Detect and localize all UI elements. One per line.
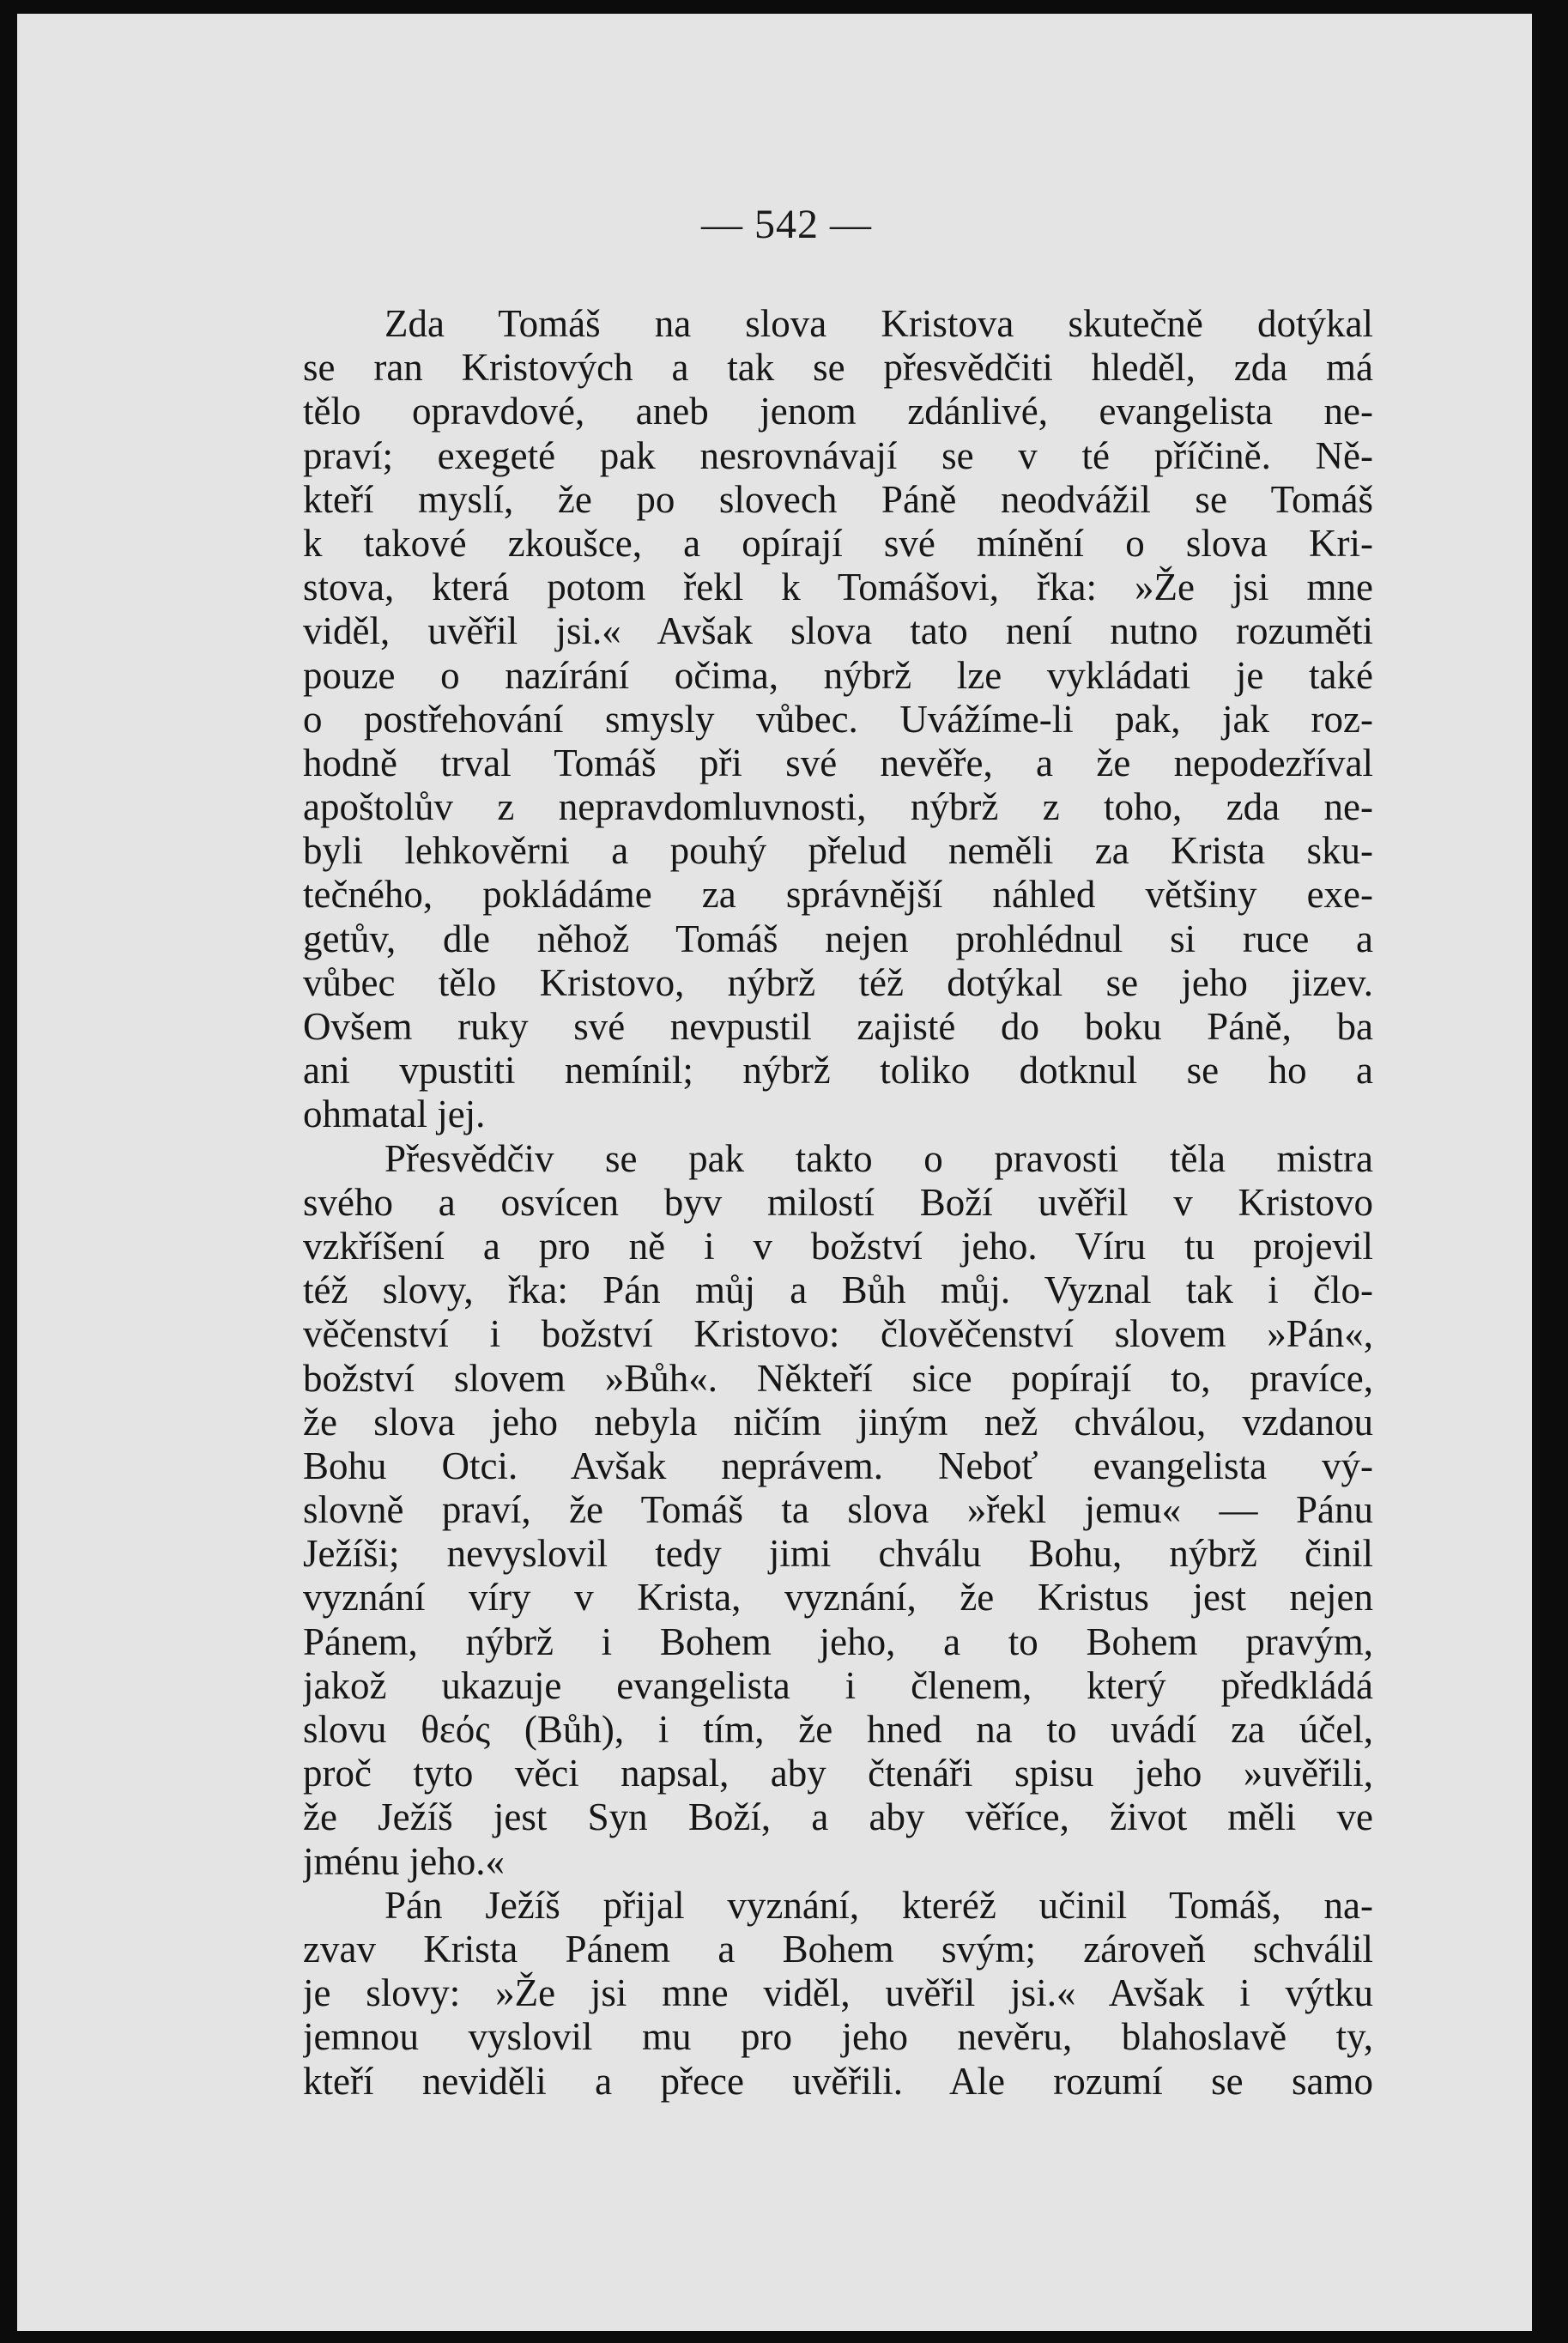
text-line: slovu θεός (Bůh), i tím, že hned na to uvádí za účel, — [303, 1708, 1373, 1751]
text-line: praví; exegeté pak nesrovnávají se v té příčině. Ně- — [303, 433, 1373, 477]
text-line: vůbec tělo Kristovo, nýbrž též dotýkal se jeho jizev. — [303, 960, 1373, 1004]
text-line: Přesvědčiv se pak takto o pravosti těla mistra — [384, 1136, 1373, 1180]
text-line: ani vpustiti nemínil; nýbrž toliko dotknul se ho a — [303, 1049, 1373, 1093]
text-line: zvav Krista Pánem a Bohem svým; zároveň schválil — [303, 1927, 1373, 1971]
text-line: Ovšem ruky své nevpustil zajisté do boku Páně, ba — [303, 1005, 1373, 1048]
text-line: věčenství i božství Kristovo: člověčenství slovem »Pán«, — [303, 1312, 1373, 1356]
text-line: Pánem, nýbrž i Bohem jeho, a to Bohem pravým, — [303, 1620, 1373, 1663]
text-line: pouze o nazírání očima, nýbrž lze vykládati je také — [303, 653, 1373, 697]
text-line: Ježíši; nevyslovil tedy jimi chválu Bohu, nýbrž činil — [303, 1532, 1373, 1576]
text-line: kteří neviděli a přece uvěřili. Ale rozumí se samo — [303, 2059, 1373, 2103]
text-line: že Ježíš jest Syn Boží, a aby věříce, život měli ve — [303, 1795, 1373, 1839]
page-number: — 542 — — [701, 202, 872, 247]
text-line: slovně praví, že Tomáš ta slova »řekl jemu« — Pánu — [303, 1488, 1373, 1532]
text-line: jménu jeho.« — [303, 1839, 505, 1883]
text-line: vzkříšení a pro ně i v božství jeho. Víru tu projevil — [303, 1224, 1373, 1268]
text-line: getův, dle něhož Tomáš nejen prohlédnul si ruce a — [303, 917, 1373, 960]
text-line: k takové zkoušce, a opírají své mínění o slova Kri- — [303, 521, 1373, 565]
text-line: proč tyto věci napsal, aby čtenáři spisu jeho »uvěřili, — [303, 1752, 1373, 1795]
book-page — [17, 14, 1532, 2331]
text-line: se ran Kristových a tak se přesvědčiti hleděl, zda má — [303, 346, 1373, 390]
text-line: tělo opravdové, aneb jenom zdánlivé, evangelista ne- — [303, 390, 1373, 433]
text-line: že slova jeho nebyla ničím jiným než chválou, vzdanou — [303, 1400, 1373, 1444]
text-line: Bohu Otci. Avšak neprávem. Neboť evangelista vý- — [303, 1444, 1373, 1487]
text-line: jemnou vyslovil mu pro jeho nevěru, blahoslavě ty, — [303, 2015, 1373, 2059]
text-line: kteří myslí, že po slovech Páně neodvážil se Tomáš — [303, 477, 1373, 521]
text-line: tečného, pokládáme za správnější náhled většiny exe- — [303, 873, 1373, 917]
text-line: božství slovem »Bůh«. Někteří sice popírají to, pravíce, — [303, 1356, 1373, 1400]
body-text — [303, 302, 1373, 2104]
text-line: byli lehkověrni a pouhý přelud neměli za Krista sku- — [303, 829, 1373, 873]
text-line: je slovy: »Že jsi mne viděl, uvěřil jsi.« Avšak i výtku — [303, 1971, 1373, 2015]
text-line: Zda Tomáš na slova Kristova skutečně dotýkal — [384, 302, 1373, 345]
text-line: stova, která potom řekl k Tomášovi, řka: »Že jsi mne — [303, 566, 1373, 609]
text-line: Pán Ježíš přijal vyznání, kteréž učinil Tomáš, na- — [384, 1883, 1373, 1927]
text-line: viděl, uvěřil jsi.« Avšak slova tato není nutno rozuměti — [303, 609, 1373, 653]
text-line: vyznání víry v Krista, vyznání, že Kristus jest nejen — [303, 1576, 1373, 1620]
text-line: též slovy, řka: Pán můj a Bůh můj. Vyznal tak i člo- — [303, 1268, 1373, 1312]
text-line: ohmatal jej. — [303, 1093, 486, 1136]
text-line: hodně trval Tomáš při své nevěře, a že nepodezříval — [303, 741, 1373, 784]
text-line: svého a osvícen byv milostí Boží uvěřil v Kristovo — [303, 1180, 1373, 1224]
text-line: jakož ukazuje evangelista i členem, který předkládá — [303, 1663, 1373, 1707]
text-line: o postřehování smysly vůbec. Uvážíme-li pak, jak roz- — [303, 697, 1373, 741]
text-line: apoštolův z nepravdomluvnosti, nýbrž z toho, zda ne- — [303, 785, 1373, 829]
